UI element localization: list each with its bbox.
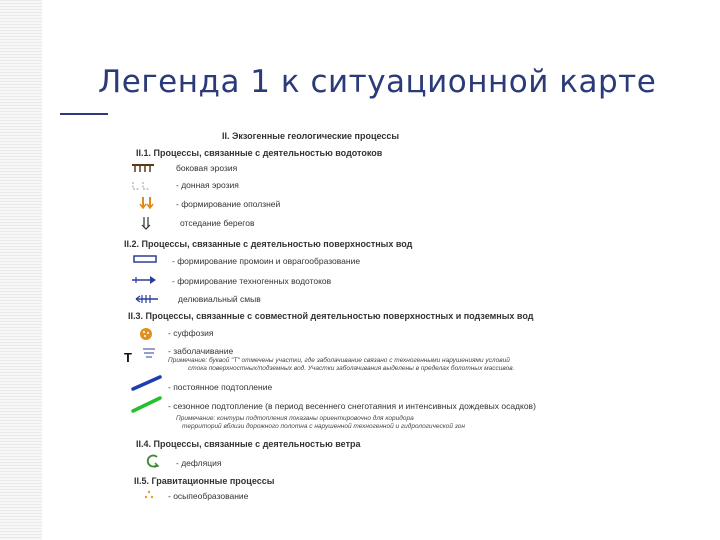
bank-retreat-icon (140, 216, 154, 230)
swamping-note-line1: Примечание: буквой "Т" отмечены участки, где заболачивание связано с техногенными нарушениями условий (168, 357, 510, 364)
legend-item-landslides: - формирование оползней (176, 199, 281, 209)
landslide-icon (138, 196, 158, 210)
constant-flooding-icon (130, 374, 164, 392)
technogenic-stream-icon (130, 273, 160, 287)
title-underline (60, 113, 670, 115)
swamping-note-line2: стока поверхностных/подземных вод. Участки заболачивания выделены в пределах болотных массивов. (188, 365, 515, 372)
legend-item-swamping: - заболачивание (168, 346, 234, 356)
legend-item-seasonal-flooding: - сезонное подтопление (в период весеннего снеготаяния и интенсивных дождевых осадков) (168, 401, 536, 411)
legend-item-deflation: - дефляция (176, 458, 222, 468)
seasonal-flooding-icon (130, 394, 164, 414)
flooding-note-line2: территорий вблизи дорожного полотна с нарушенной техногенной и гидрологической зон (182, 423, 465, 430)
sheet-wash-icon (134, 292, 162, 306)
slide-title: Легенда 1 к ситуационной карте (98, 64, 657, 100)
deflation-icon (144, 453, 162, 469)
legend-item-bank-retreat: отседание берегов (180, 218, 255, 228)
suffosion-icon (138, 326, 154, 342)
legend-item-gullies: - формирование промоин и оврагообразование (172, 256, 361, 266)
legend-item-technogenic-streams: - формирование техногенных водотоков (172, 276, 332, 286)
bottom-erosion-icon (130, 179, 156, 191)
lateral-erosion-icon (130, 162, 156, 174)
legend-item-sheet-wash: делювиальный смыв (178, 294, 261, 304)
legend-panel (110, 120, 666, 520)
legend-title: II. Экзогенные геологические процессы (222, 131, 400, 141)
legend-item-talus: - осыпеобразование (168, 491, 249, 501)
gully-icon (132, 254, 160, 266)
talus-icon (142, 489, 156, 501)
section-heading-wind: II.4. Процессы, связанные с деятельностью ветра (136, 439, 361, 449)
technogenic-marker-t: Т (124, 350, 132, 365)
legend-item-suffosion: - суффозия (168, 328, 214, 338)
legend-item-lateral-erosion: боковая эрозия (176, 163, 238, 173)
flooding-note-line1: Примечание: контуры подтопления показаны ориентировочно для коридора (176, 415, 414, 422)
swamping-icon (140, 346, 158, 360)
legend-item-constant-flooding: - постоянное подтопление (168, 382, 273, 392)
section-heading-surface-groundwater: II.3. Процессы, связанные с совместной деятельностью поверхностных и подземных вод (128, 311, 534, 321)
section-heading-watercourses: II.1. Процессы, связанные с деятельностью водотоков (136, 148, 383, 158)
section-heading-surface-water: II.2. Процессы, связанные с деятельностью поверхностных вод (124, 239, 413, 249)
legend-item-bottom-erosion: - донная эрозия (176, 180, 239, 190)
section-heading-gravitational: II.5. Гравитационные процессы (134, 476, 275, 486)
slide-decoration (0, 0, 42, 540)
